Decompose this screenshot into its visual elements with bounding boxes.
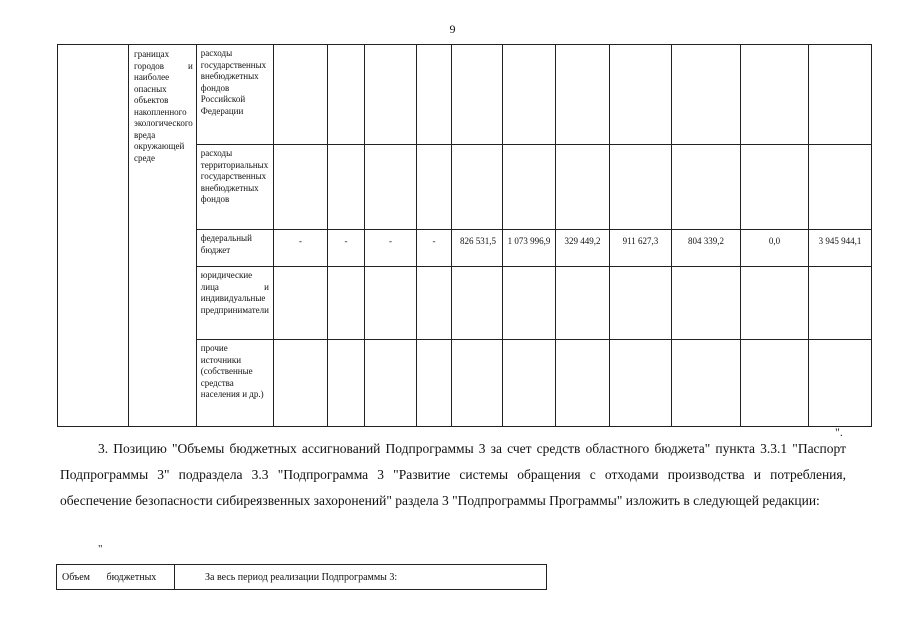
value-cell: 0,0 bbox=[740, 230, 808, 267]
opening-quote: " bbox=[98, 543, 103, 555]
value-cell: - bbox=[273, 230, 327, 267]
source-cell: прочие источники (собственные средства населения и др.) bbox=[196, 340, 273, 427]
volume-value-cell: За весь период реализации Подпрограммы 3: bbox=[175, 565, 547, 590]
table-row bbox=[58, 45, 872, 145]
source-cell: расходы государственных внебюджетных фондов Российской Федерации bbox=[196, 45, 273, 145]
page-number: 9 bbox=[449, 22, 456, 36]
value-cell: 1 073 996,9 bbox=[502, 230, 555, 267]
value-cell: 804 339,2 bbox=[671, 230, 740, 267]
value-cell: - bbox=[327, 230, 364, 267]
closing-quote: ". bbox=[835, 425, 843, 439]
budget-volume-table bbox=[56, 564, 547, 590]
value-cell: 826 531,5 bbox=[451, 230, 502, 267]
goal-cell: границах городов и наиболее опасных объектов накопленного экологического вреда окружающей среде bbox=[129, 45, 197, 427]
value-cell: 3 945 944,1 bbox=[808, 230, 871, 267]
amendment-paragraph: 3. Позицию "Объемы бюджетных ассигнований Подпрограммы 3 за счет средств областного бюджета" пункта 3.3.1 "Паспорт Подпрограммы 3" подраздела 3.3 "Подпрограмма 3 "Развитие системы обращения с отходами производства и потребления, обеспечение безопасности сибиреязвенных захоронений" раздела 3 "Подпрограммы Программы" изложить в следующей редакции: bbox=[60, 441, 846, 508]
value-cell: - bbox=[416, 230, 451, 267]
volume-label-cell: Объем бюджетных bbox=[57, 565, 175, 590]
value-cell: 911 627,3 bbox=[609, 230, 671, 267]
value-cell: 329 449,2 bbox=[555, 230, 609, 267]
value-cell: - bbox=[364, 230, 416, 267]
source-cell: расходы территориальных государственных внебюджетных фондов bbox=[196, 145, 273, 230]
table-row bbox=[57, 565, 547, 590]
source-cell: юридические лица и индивидуальные предприниматели bbox=[196, 267, 273, 340]
empty-cell bbox=[58, 45, 129, 427]
budget-table bbox=[57, 44, 872, 427]
source-cell: федеральный бюджет bbox=[196, 230, 273, 267]
